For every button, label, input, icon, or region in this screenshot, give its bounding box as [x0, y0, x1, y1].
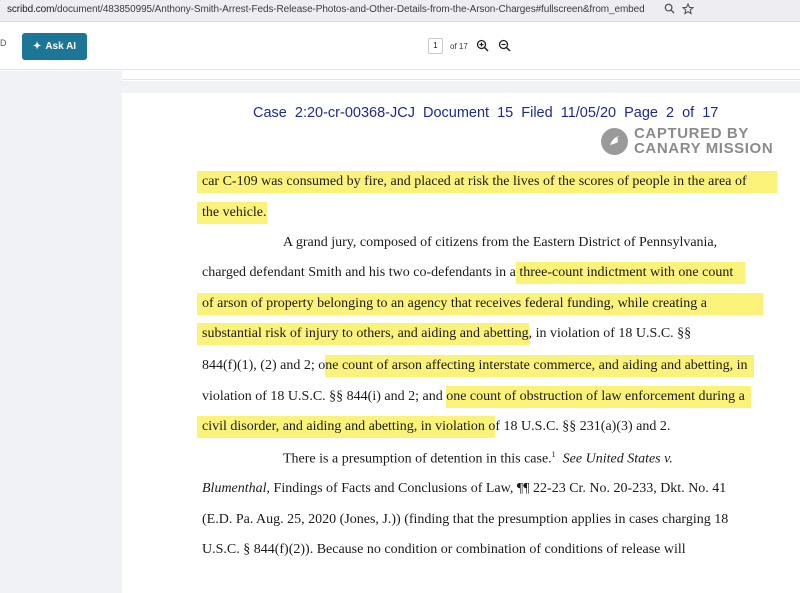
page-navigator [428, 38, 512, 54]
text-line-4 [202, 265, 745, 281]
ask-ai-label: Ask AI [45, 41, 77, 52]
plain-text: There is a presumption of detention in this case. [283, 451, 552, 467]
plain-text: violation of 18 U.S.C. §§ 844(i) and 2; and [202, 389, 447, 404]
thumbnail-sidebar [0, 71, 122, 593]
plain-text: , in violation of 18 U.S.C. §§ [528, 326, 692, 341]
zoom-out-icon[interactable] [498, 39, 512, 53]
plain-text: charged defendant Smith and his two co-defendants in a [202, 265, 516, 280]
text-line-2 [202, 205, 267, 221]
footnote-mark[interactable]: 1 [551, 450, 556, 459]
address-bar[interactable] [0, 0, 800, 22]
highlighted-text: three-count indictment with one count [516, 262, 745, 284]
sparkle-icon: ✦ [32, 41, 42, 52]
plain-text: U.S.C. § 844(f)(2)). Because no condition or combination of conditions of release will [202, 542, 686, 557]
watermark-line1: CAPTURED BY [634, 125, 749, 142]
bird-logo-icon [601, 128, 628, 155]
text-line-8 [202, 389, 751, 405]
case-name-italic: Blumenthal [202, 481, 267, 496]
text-line-10 [283, 450, 673, 468]
highlighted-text: civil disorder, and aiding and abetting, in violation o [197, 416, 495, 438]
watermark-line2: CANARY MISSION [634, 140, 774, 157]
citation-italic: See United States v. [562, 451, 673, 467]
bookmark-star-icon[interactable] [680, 3, 696, 19]
text-line-13 [202, 542, 686, 558]
watermark-stamp [601, 126, 773, 156]
plain-text: f 18 U.S.C. §§ 231(a)(3) and 2. [495, 419, 671, 434]
highlighted-text: the vehicle. [197, 202, 267, 224]
plain-text: , Findings of Facts and Conclusions of Law, ¶¶ 22-23 Cr. No. 20-233, Dkt. No. 41 [266, 481, 727, 496]
viewer-toolbar [0, 22, 800, 70]
search-icon[interactable] [661, 3, 677, 19]
page-number-input[interactable]: 1 [428, 38, 443, 54]
text-line-9 [202, 419, 670, 435]
plain-text: A grand jury, composed of citizens from the Eastern District of Pennsylvania, [283, 235, 718, 250]
page-gap [122, 81, 800, 93]
highlighted-text: ne count of arson affecting interstate commerce, and aiding and abetting, in [325, 355, 753, 377]
highlighted-text: car C-109 was consumed by fire, and placed at risk the lives of the scores of people in the area of [197, 171, 777, 193]
url-text[interactable] [7, 4, 645, 15]
highlighted-text: one count of obstruction of law enforcement during a [446, 386, 751, 408]
left-edge-text: D [0, 38, 7, 48]
previous-page-bottom [122, 71, 800, 80]
text-line-6 [202, 326, 691, 342]
plain-text: 844(f)(1), (2) and 2; o [202, 358, 326, 373]
page-total-label: of 17 [450, 41, 468, 51]
text-line-11 [202, 481, 726, 497]
url-path: /document/483850995/Anthony-Smith-Arrest-Feds-Release-Photos-and-Other-Details-from-the-Arson-Charges#fullscreen&from_embed [54, 4, 645, 15]
text-line-7 [202, 358, 754, 374]
text-line-12 [202, 512, 728, 528]
text-line-5 [202, 296, 763, 312]
zoom-in-icon[interactable] [476, 39, 490, 53]
highlighted-text: of arson of property belonging to an agency that receives federal funding, while creating a [197, 293, 763, 315]
url-host: scribd.com [7, 4, 55, 15]
highlighted-text: substantial risk of injury to others, and aiding and abetting [197, 323, 529, 345]
text-line-1 [202, 174, 777, 190]
case-header: Case 2:20-cr-00368-JCJ Document 15 Filed 11/05/20 Page 2 of 17 [253, 105, 719, 121]
text-line-3 [283, 235, 717, 251]
plain-text: (E.D. Pa. Aug. 25, 2020 (Jones, J.)) (finding that the presumption applies in cases charging 18 [202, 512, 729, 527]
ask-ai-button[interactable] [22, 33, 87, 60]
